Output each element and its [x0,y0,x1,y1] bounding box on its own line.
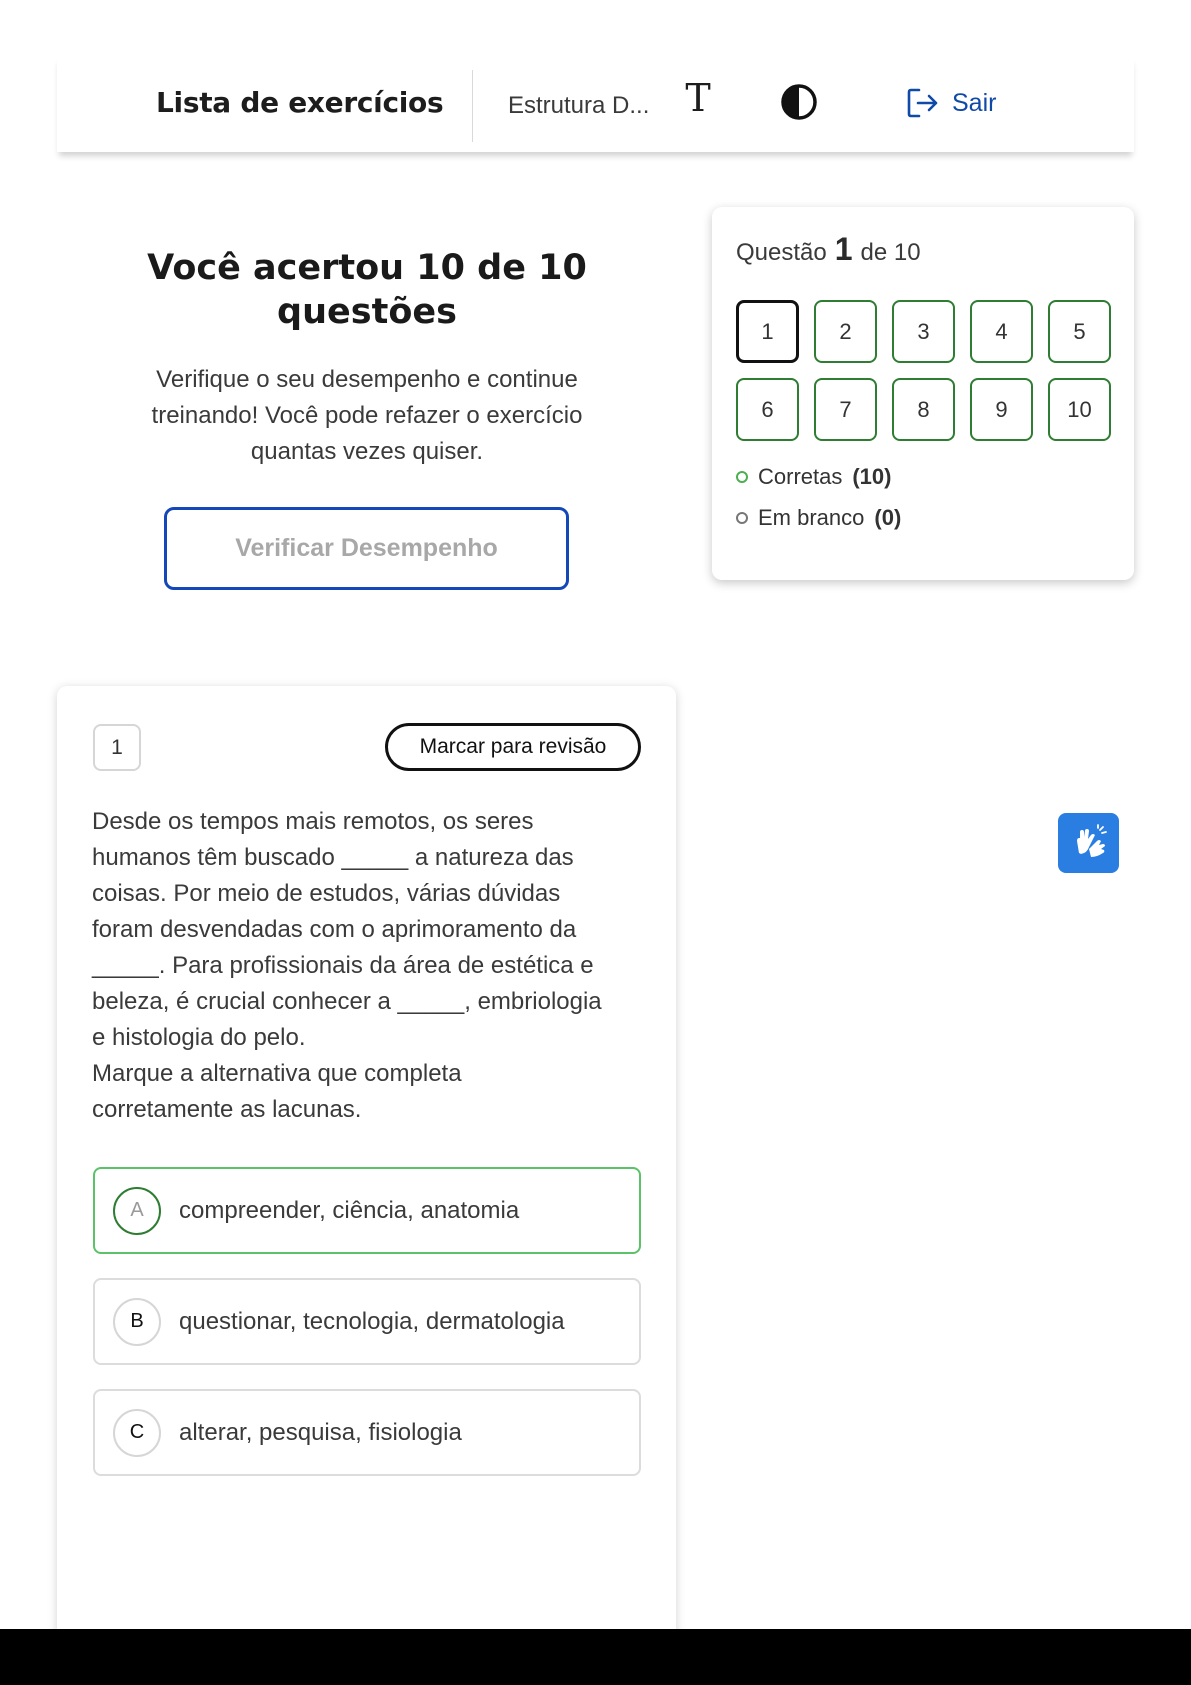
option-b-text: questionar, tecnologia, dermatologia [179,1307,565,1335]
question-button-9[interactable]: 9 [970,378,1033,441]
question-text-line: beleza, é crucial conhecer a _____, embriologia [92,988,602,1015]
option-a-text: compreender, ciência, anatomia [179,1196,520,1224]
legend-blank [736,505,901,531]
option-a-letter: A [113,1187,161,1235]
question-button-6[interactable]: 6 [736,378,799,441]
top-header [57,56,1134,152]
page-title: Lista de exercícios [156,86,444,119]
hand-sign-icon [1069,823,1109,863]
option-c-letter: C [113,1409,161,1457]
legend-blank-count: (0) [874,505,902,530]
counter-prefix: Questão [736,239,827,266]
counter-current: 1 [834,231,853,267]
question-button-2[interactable]: 2 [814,300,877,363]
libras-accessibility-button[interactable] [1058,813,1119,873]
bottom-bar [0,1629,1191,1685]
question-text-line: foram desvendadas com o aprimoramento da [92,916,577,943]
question-button-10[interactable]: 10 [1048,378,1111,441]
result-description: Verifique o seu desempenho e continue treinando! Você pode refazer o exercício quantas vezes quiser. [151,366,583,465]
option-b[interactable] [93,1278,641,1365]
question-text-line: e histologia do pelo. [92,1024,306,1051]
question-text-line: coisas. Por meio de estudos, várias dúvidas [92,880,561,907]
option-c[interactable] [93,1389,641,1476]
question-button-5[interactable]: 5 [1048,300,1111,363]
header-divider [472,70,473,142]
counter-suffix: de 10 [860,239,921,266]
mark-for-review-button[interactable]: Marcar para revisão [385,723,641,771]
result-title: Você acertou 10 de 10 questões [147,248,587,332]
question-number-badge: 1 [93,724,141,771]
option-a[interactable] [93,1167,641,1254]
correct-dot-icon [736,471,748,483]
logout-icon [906,87,940,119]
legend-correct-count: (10) [852,464,892,489]
subject-title: Estrutura D... [508,92,650,119]
question-button-1[interactable]: 1 [736,300,799,363]
legend-correct-label: Corretas [758,464,843,489]
question-button-8[interactable]: 8 [892,378,955,441]
exit-button[interactable] [906,86,996,120]
legend-blank-label: Em branco [758,505,865,530]
blank-dot-icon [736,512,748,524]
question-button-4[interactable]: 4 [970,300,1033,363]
question-text-line: corretamente as lacunas. [92,1096,362,1123]
question-button-7[interactable]: 7 [814,378,877,441]
question-text [92,804,652,1128]
question-text-line: humanos têm buscado _____ a natureza das [92,844,574,871]
legend-correct [736,464,891,490]
question-card [57,686,676,1685]
question-text-line: Marque a alternativa que completa [92,1060,462,1087]
question-text-line: _____. Para profissionais da área de estética e [92,952,594,979]
question-text-line: Desde os tempos mais remotos, os seres [92,808,534,835]
font-size-icon[interactable]: T [685,76,711,120]
exit-label: Sair [952,88,997,117]
question-button-3[interactable]: 3 [892,300,955,363]
option-b-letter: B [113,1298,161,1346]
question-navigator [712,207,1134,580]
option-c-text: alterar, pesquisa, fisiologia [179,1418,462,1446]
question-counter [736,231,921,268]
contrast-icon[interactable] [780,83,818,121]
verify-performance-button[interactable]: Verificar Desempenho [164,507,569,590]
